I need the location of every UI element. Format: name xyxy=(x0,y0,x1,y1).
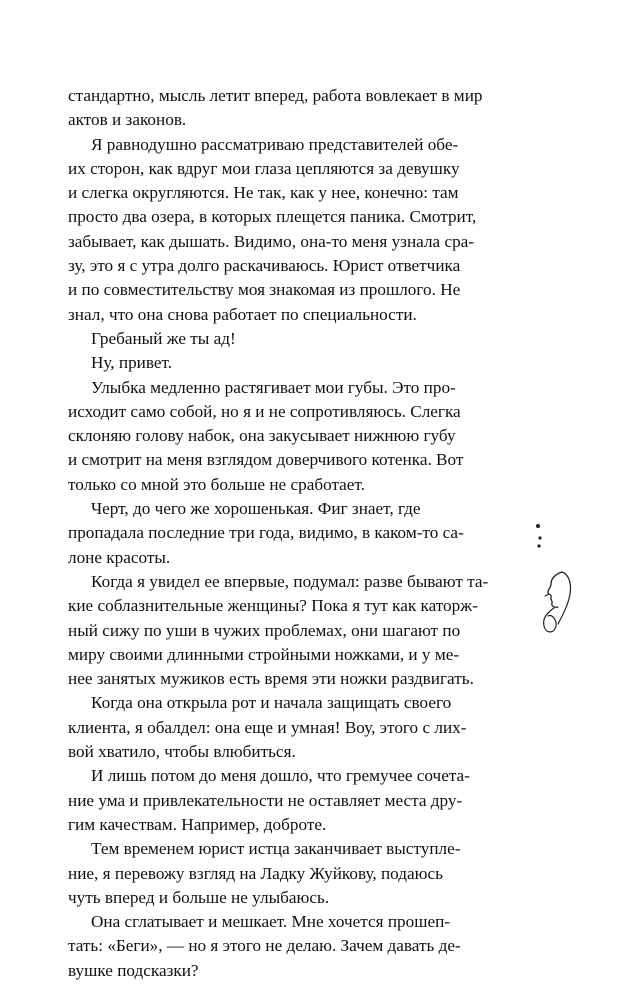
paragraph-10: Тем временем юрист истца заканчивает выступле- ние, я перевожу взгляд на Ладку Жуйкову, подаюсь чуть вперед и больше не улыбаюсь. xyxy=(68,839,461,907)
paragraph-11: Она сглатывает и мешкает. Мне хочется прошеп- тать: «Беги», — но я этого не делаю. Зачем давать де- вушке подсказки? xyxy=(68,912,461,980)
paragraph-9: И лишь потом до меня дошло, что гремучее сочета- ние ума и привлекательности не оставляет места дру- гим качествам. Например, доброте. xyxy=(68,766,470,834)
paragraph-1: стандартно, мысль летит вперед, работа вовлекает в мир актов и законов. xyxy=(68,86,483,130)
paragraph-5: Улыбка медленно растягивает мои губы. Это про- исходит само собой, но я и не сопротивляюсь. Слегка склоняю голову набок, она закусывает нижнюю губу и смотрит на меня взглядом доверчивого котенка. Вот только со мной это больше не сработает. xyxy=(68,377,464,494)
page-text xyxy=(68,84,515,983)
paragraph-2: Я равнодушно рассматриваю представителей обе- их сторон, как вдруг мои глаза цепляются за девушку и слегка округляются. Не так, как у нее, конечно: там просто два озера, в которых плещется паника. Смотрит, забывает, как дышать. Видимо, она-то меня узнала сра- зу, это я с утра долго раскачиваюсь. Юрист ответчика и по совместительству моя знакомая из прошлого. Не знал, что она снова работает по специальности. xyxy=(68,134,477,324)
paragraph-4: Ну, привет. xyxy=(91,353,173,373)
paragraph-3: Гребаный же ты ад! xyxy=(91,328,236,348)
woman-profile-sketch-icon xyxy=(518,512,578,652)
paragraph-6: Черт, до чего же хорошенькая. Фиг знает, где пропадала последние три года, видимо, в каком-то са- лоне красоты. xyxy=(68,499,464,567)
paragraph-7: Когда я увидел ее впервые, подумал: разве бывают та- кие соблазнительные женщины? Пока я тут как каторж- ный сижу по уши в чужих проблемах, они шагают по миру своими длинными стройными ножками, и у ме- нее занятых мужиков есть время эти ножки раздвигать. xyxy=(68,571,489,689)
paragraph-8: Когда она открыла рот и начала защищать своего клиента, я обалдел: она еще и умная! Воу, этого с лих- вой хватило, чтобы влюбиться. xyxy=(68,693,467,762)
